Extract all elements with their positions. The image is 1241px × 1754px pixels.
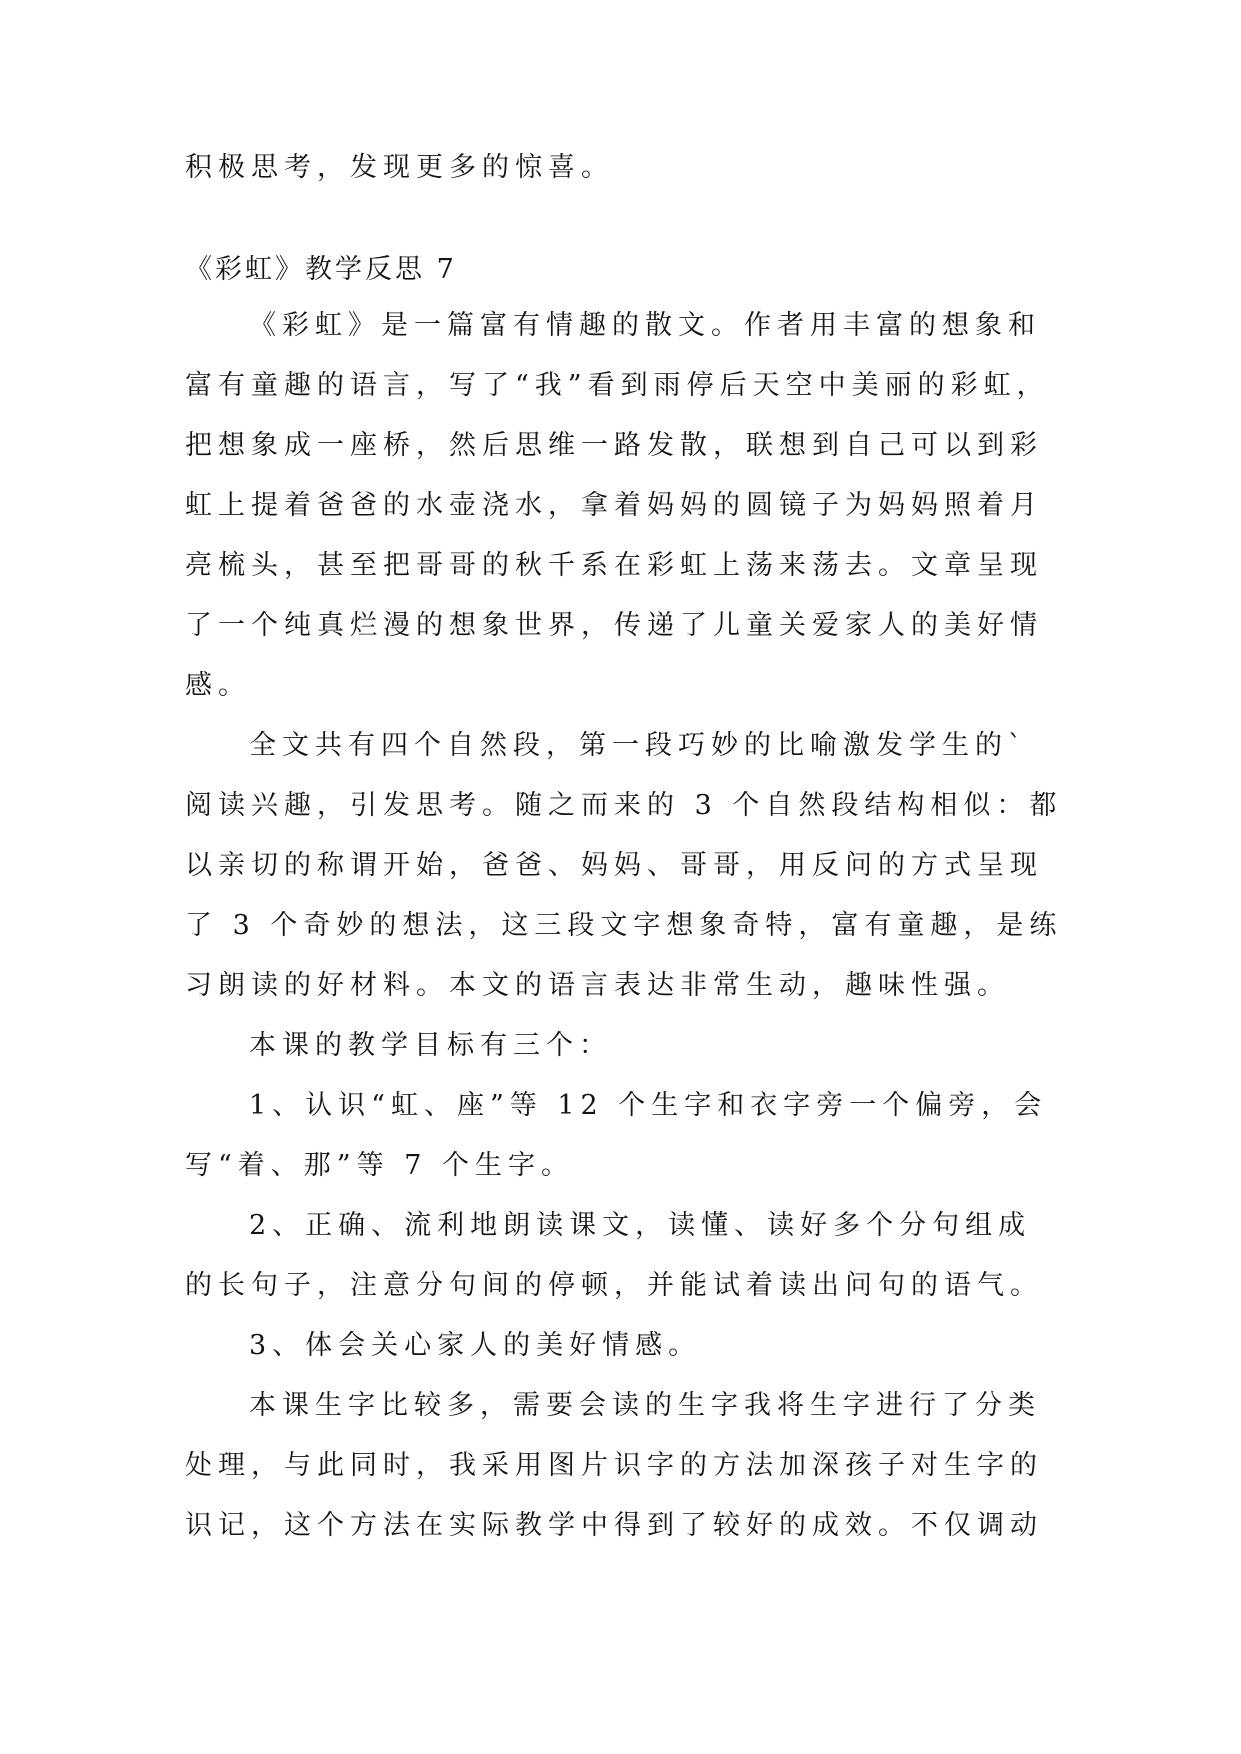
paragraph-line: 写“着、那”等 7 个生字。: [185, 1150, 574, 1181]
paragraph-line: 亮梳头，甚至把哥哥的秋千系在彩虹上荡来荡去。文章呈现: [185, 550, 1043, 581]
paragraph-line: 全文共有四个自然段，第一段巧妙的比喻激发学生的`: [249, 730, 1028, 761]
paragraph-line: 处理，与此同时，我采用图片识字的方法加深孩子对生字的: [185, 1450, 1043, 1481]
paragraph-line: 感。: [185, 670, 251, 701]
paragraph-goal-1: [185, 1076, 1065, 1196]
paragraph-intro: [185, 296, 1065, 716]
paragraph-vocabulary: [185, 1376, 1065, 1556]
lead-paragraph: [185, 138, 1065, 198]
paragraph-line: 3、体会关心家人的美好情感。: [249, 1330, 702, 1361]
paragraph-line: 1、认识“虹、座”等 12 个生字和衣字旁一个偏旁，会: [249, 1090, 1048, 1121]
paragraph-line: 本课的教学目标有三个：: [249, 1030, 612, 1061]
paragraph-line: 阅读兴趣，引发思考。随之而来的 3 个自然段结构相似：都: [185, 790, 1063, 821]
paragraph-line: 把想象成一座桥，然后思维一路发散，联想到自己可以到彩: [185, 430, 1043, 461]
paragraph-line: 了 3 个奇妙的想法，这三段文字想象奇特，富有童趣，是练: [185, 910, 1063, 941]
paragraph-line: 本课生字比较多，需要会读的生字我将生字进行了分类: [249, 1390, 1041, 1421]
paragraph-line: 虹上提着爸爸的水壶浇水，拿着妈妈的圆镜子为妈妈照着月: [185, 490, 1043, 521]
paragraph-line: 《彩虹》是一篇富有情趣的散文。作者用丰富的想象和: [249, 310, 1041, 341]
paragraph-line: 习朗读的好材料。本文的语言表达非常生动，趣味性强。: [185, 970, 1010, 1001]
paragraph-goal-3: [185, 1316, 1065, 1376]
paragraph-line: 了一个纯真烂漫的想象世界，传递了儿童关爱家人的美好情: [185, 610, 1043, 641]
paragraph-line: 2、正确、流利地朗读课文，读懂、读好多个分句组成: [249, 1210, 1032, 1241]
paragraph-line: 以亲切的称谓开始，爸爸、妈妈、哥哥，用反问的方式呈现: [185, 850, 1043, 881]
paragraph-line: 积极思考，发现更多的惊喜。: [185, 152, 614, 183]
paragraph-goals-intro: [185, 1016, 1065, 1076]
paragraph-line: 的长句子，注意分句间的停顿，并能试着读出问句的语气。: [185, 1270, 1043, 1301]
paragraph-line: 富有童趣的语言，写了“我”看到雨停后天空中美丽的彩虹，: [185, 370, 1050, 401]
paragraph-goal-2: [185, 1196, 1065, 1316]
section-title-text: 《彩虹》教学反思 7: [185, 254, 457, 285]
section-title: [185, 240, 1065, 300]
paragraph-line: 识记，这个方法在实际教学中得到了较好的成效。不仅调动: [185, 1510, 1043, 1541]
paragraph-structure: [185, 716, 1065, 1016]
